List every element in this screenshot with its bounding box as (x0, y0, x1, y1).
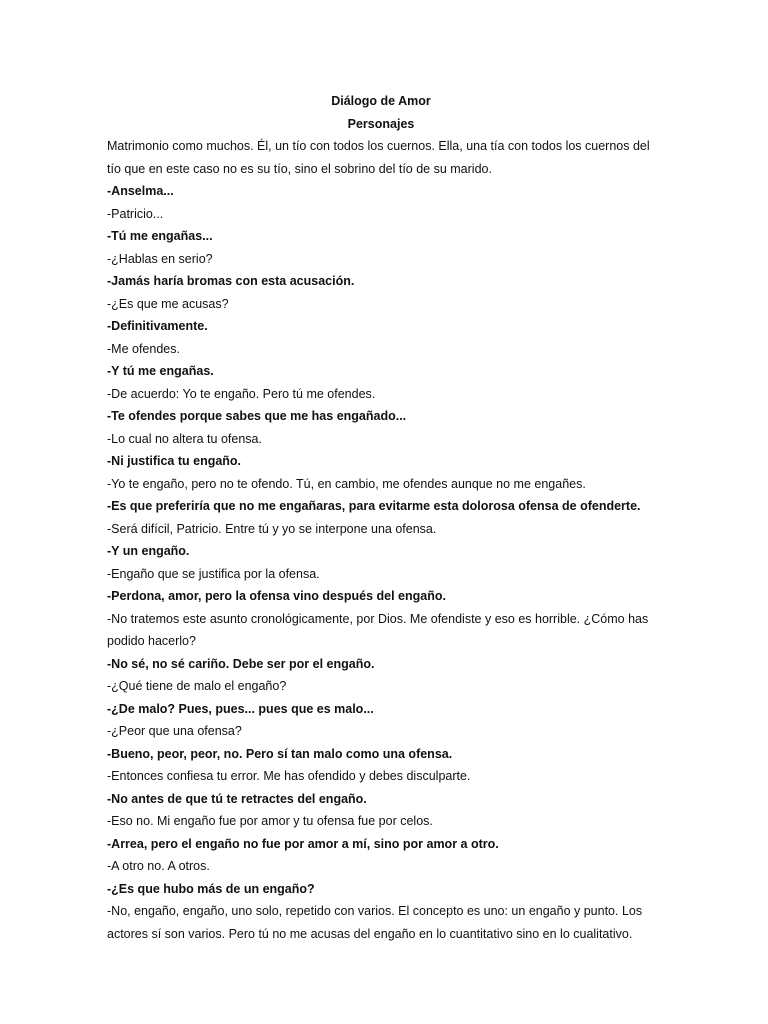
dialogue-line-patricio: -Eso no. Mi engaño fue por amor y tu ofensa fue por celos. (107, 814, 433, 828)
dialogue-line-patricio: -¿Es que me acusas? (107, 296, 229, 311)
dialogue-line-anselma: -Tú me engañas... (107, 229, 213, 243)
dialogue-line-anselma: -Jamás haría bromas con esta acusación. (107, 274, 355, 288)
dialogue (107, 180, 655, 945)
dialogue-line-patricio: -¿Hablas en serio? (107, 251, 213, 266)
dialogue-line-patricio: -Entonces confiesa tu error. Me has ofendido y debes disculparte. (107, 769, 471, 783)
dialogue-line-anselma: -¿Es que hubo más de un engaño? (107, 881, 315, 896)
dialogue-line-patricio: -Patricio... (107, 206, 164, 221)
dialogue-line-patricio: -Engaño que se justifica por la ofensa. (107, 566, 320, 581)
document-page (107, 90, 655, 945)
dialogue-line-anselma: -No antes de que tú te retractes del engaño. (107, 791, 367, 806)
dialogue-line-anselma: -Te ofendes porque sabes que me has engañado... (107, 409, 407, 423)
dialogue-line-patricio: -Yo te engaño, pero no te ofendo. Tú, en cambio, me ofendes aunque no me engañes. (107, 476, 586, 491)
dialogue-line-patricio: -De acuerdo: Yo te engaño. Pero tú me ofendes. (107, 386, 376, 401)
document-title: Diálogo de Amor (331, 94, 431, 108)
dialogue-line-patricio: -Será difícil, Patricio. Entre tú y yo se interpone una ofensa. (107, 521, 437, 536)
dialogue-line-patricio: -Lo cual no altera tu ofensa. (107, 431, 262, 446)
dialogue-line-anselma: -No sé, no sé cariño. Debe ser por el engaño. (107, 656, 375, 671)
dialogue-line-patricio: -Me ofendes. (107, 341, 180, 356)
dialogue-line-anselma: -Y un engaño. (107, 544, 190, 558)
dialogue-line-patricio: actores sí son varios. Pero tú no me acusas del engaño en lo cuantitativo sino en lo cualitativo. (107, 926, 633, 941)
dialogue-line-patricio: -No tratemos este asunto cronológicamente, por Dios. Me ofendiste y eso es horrible. ¿Cómo has (107, 611, 649, 626)
dialogue-line-patricio: -¿Peor que una ofensa? (107, 724, 242, 738)
dialogue-line-anselma: -Anselma... (107, 184, 174, 198)
intro-line: Matrimonio como muchos. Él, un tío con todos los cuernos. Ella, una tía con todos los cuernos del (107, 139, 650, 153)
dialogue-line-anselma: -Ni justifica tu engaño. (107, 454, 242, 468)
document-subtitle: Personajes (347, 116, 415, 131)
dialogue-line-anselma: -¿De malo? Pues, pues... pues que es malo... (107, 701, 374, 716)
dialogue-line-anselma: -Definitivamente. (107, 319, 208, 333)
dialogue-line-patricio: -A otro no. A otros. (107, 859, 210, 873)
dialogue-line-patricio: -No, engaño, engaño, uno solo, repetido con varios. El concepto es uno: un engaño y punto. Los (107, 904, 643, 918)
dialogue-line-patricio: -¿Qué tiene de malo el engaño? (107, 679, 287, 693)
dialogue-line-anselma: -Y tú me engañas. (107, 364, 214, 378)
dialogue-line-patricio: podido hacerlo? (107, 634, 196, 648)
dialogue-line-anselma: -Bueno, peor, peor, no. Pero sí tan malo como una ofensa. (107, 746, 453, 761)
dialogue-line-anselma: -Es que preferiría que no me engañaras, para evitarme esta dolorosa ofensa de ofenderte. (107, 499, 641, 513)
dialogue-line-anselma: -Arrea, pero el engaño no fue por amor a mí, sino por amor a otro. (107, 836, 499, 851)
dialogue-line-anselma: -Perdona, amor, pero la ofensa vino después del engaño. (107, 589, 446, 603)
intro-line: tío que en este caso no es su tío, sino el sobrino del tío de su marido. (107, 161, 492, 176)
